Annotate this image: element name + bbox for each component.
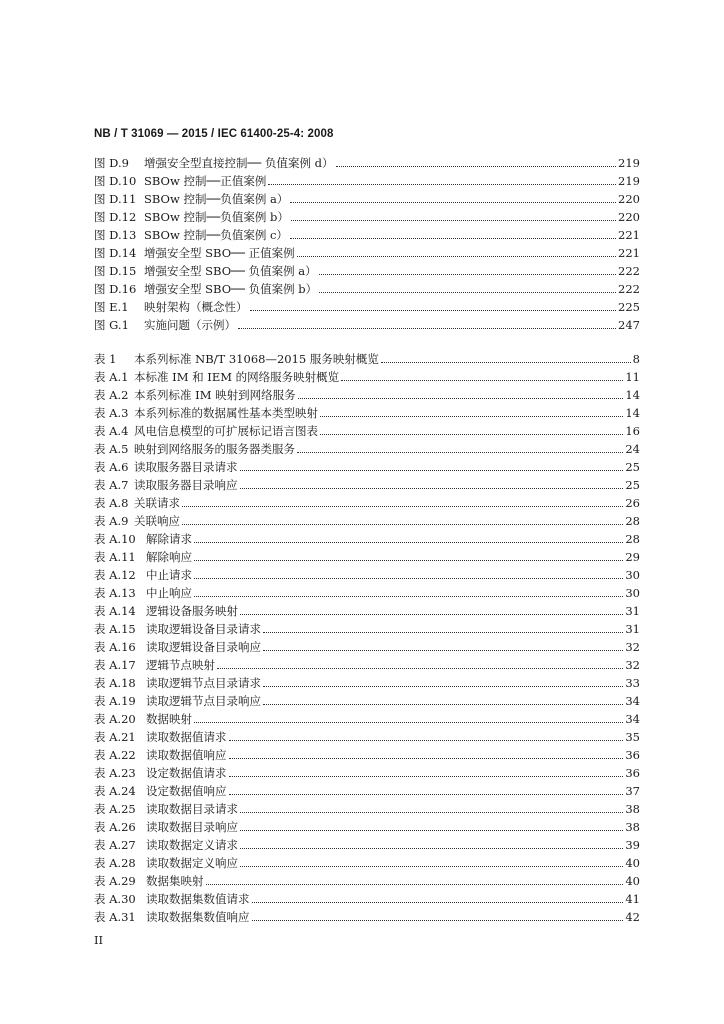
entry-page-number: 37 (625, 784, 640, 798)
table-entry (94, 402, 640, 420)
entry-label: 图 D.11 (94, 192, 137, 206)
dot-leader (263, 650, 623, 651)
entry-label: 表 1 (94, 352, 117, 366)
entry-page-number: 30 (625, 568, 640, 582)
entry-page-number: 26 (625, 496, 640, 510)
entry-label: 图 D.16 (94, 282, 137, 296)
dot-leader (319, 292, 616, 293)
entry-page-number: 31 (625, 622, 640, 636)
entry-page-number: 28 (625, 514, 640, 528)
table-entry (94, 456, 640, 474)
dot-leader (319, 274, 616, 275)
table-entry (94, 690, 640, 708)
figure-entry (94, 188, 640, 206)
figure-entry (94, 296, 640, 314)
table-entry (94, 366, 640, 384)
entry-page-number: 14 (625, 406, 640, 420)
table-entry (94, 654, 640, 672)
dot-leader (194, 542, 623, 543)
dot-leader (194, 578, 623, 579)
entry-label: 表 A.13 (94, 586, 136, 600)
entry-title: 解除响应 (146, 550, 192, 564)
entry-label: 表 A.30 (94, 892, 136, 906)
table-entry (94, 420, 640, 438)
figure-entry (94, 260, 640, 278)
dot-leader (297, 256, 616, 257)
table-entry (94, 906, 640, 924)
figure-entry (94, 242, 640, 260)
entry-title: 中止请求 (146, 568, 192, 582)
dot-leader (240, 614, 623, 615)
entry-label: 图 E.1 (94, 300, 129, 314)
table-entry (94, 888, 640, 906)
entry-page-number: 225 (618, 300, 640, 314)
entry-label: 图 D.15 (94, 264, 137, 278)
table-entry (94, 600, 640, 618)
entry-page-number: 34 (625, 712, 640, 726)
dot-leader (194, 596, 623, 597)
dot-leader (268, 184, 616, 185)
entry-title: SBOw 控制──负值案例 a） (144, 192, 289, 206)
entry-label: 表 A.28 (94, 856, 136, 870)
table-entry (94, 672, 640, 690)
dot-leader (290, 202, 616, 203)
dot-leader (229, 794, 624, 795)
entry-title: 关联响应 (134, 514, 180, 528)
entry-title: 读取数据集数值响应 (146, 910, 250, 924)
table-entry (94, 438, 640, 456)
dot-leader (229, 776, 624, 777)
entry-label: 表 A.17 (94, 658, 136, 672)
entry-page-number: 38 (625, 820, 640, 834)
dot-leader (194, 560, 623, 561)
figure-entry (94, 224, 640, 242)
table-list (94, 348, 640, 924)
dot-leader (194, 722, 623, 723)
dot-leader (240, 488, 624, 489)
entry-page-number: 14 (625, 388, 640, 402)
entry-page-number: 36 (625, 766, 640, 780)
dot-leader (381, 362, 631, 363)
entry-label: 图 G.1 (94, 318, 129, 332)
entry-label: 表 A.3 (94, 406, 129, 420)
table-entry (94, 870, 640, 888)
entry-title: 映射到网络服务的服务器类服务 (134, 442, 295, 456)
table-entry (94, 798, 640, 816)
entry-label: 表 A.2 (94, 388, 129, 402)
dot-leader (240, 866, 623, 867)
entry-label: 表 A.24 (94, 784, 136, 798)
figure-entry (94, 152, 640, 170)
entry-title: 读取逻辑设备目录响应 (146, 640, 261, 654)
entry-page-number: 30 (625, 586, 640, 600)
dot-leader (206, 884, 624, 885)
entry-title: 读取逻辑节点目录响应 (146, 694, 261, 708)
entry-title: 增强安全型 SBO── 正值案例 (144, 246, 295, 260)
entry-page-number: 219 (618, 174, 640, 188)
entry-label: 图 D.12 (94, 210, 137, 224)
figure-entry (94, 170, 640, 188)
entry-label: 表 A.16 (94, 640, 136, 654)
entry-title: 设定数据值请求 (146, 766, 227, 780)
entry-page-number: 42 (625, 910, 640, 924)
figure-list (94, 152, 640, 332)
entry-title: SBOw 控制──负值案例 c） (144, 228, 288, 242)
dot-leader (341, 380, 623, 381)
page-number: II (94, 933, 104, 947)
entry-label: 表 A.12 (94, 568, 136, 582)
entry-label: 表 A.20 (94, 712, 136, 726)
entry-title: 设定数据值响应 (146, 784, 227, 798)
entry-title: 实施问题（示例） (144, 318, 236, 332)
dot-leader (320, 434, 623, 435)
entry-label: 表 A.22 (94, 748, 136, 762)
table-entry (94, 384, 640, 402)
entry-label: 表 A.9 (94, 514, 129, 528)
dot-leader (252, 902, 624, 903)
dot-leader (291, 220, 616, 221)
entry-title: 本系列标准 IM 映射到网络服务 (134, 388, 296, 402)
table-entry (94, 852, 640, 870)
table-entry (94, 546, 640, 564)
entry-page-number: 220 (618, 192, 640, 206)
dot-leader (229, 740, 624, 741)
entry-label: 表 A.7 (94, 478, 129, 492)
entry-label: 表 A.23 (94, 766, 136, 780)
entry-title: 读取逻辑设备目录请求 (146, 622, 261, 636)
entry-title: 读取数据定义响应 (146, 856, 238, 870)
entry-title: 读取逻辑节点目录请求 (146, 676, 261, 690)
entry-label: 表 A.18 (94, 676, 136, 690)
entry-page-number: 35 (625, 730, 640, 744)
entry-title: 本系列标准的数据属性基本类型映射 (134, 406, 318, 420)
dot-leader (250, 310, 617, 311)
dot-leader (240, 830, 623, 831)
entry-label: 表 A.10 (94, 532, 136, 546)
entry-page-number: 222 (618, 264, 640, 278)
entry-page-number: 25 (625, 460, 640, 474)
dot-leader (336, 166, 617, 167)
entry-page-number: 39 (625, 838, 640, 852)
entry-title: SBOw 控制──正值案例 (144, 174, 267, 188)
page-header: NB / T 31069 — 2015 / IEC 61400-25-4: 2008 (94, 128, 334, 140)
entry-page-number: 40 (625, 856, 640, 870)
dot-leader (290, 238, 616, 239)
entry-label: 表 A.6 (94, 460, 129, 474)
entry-label: 表 A.4 (94, 424, 129, 438)
entry-label: 图 D.9 (94, 156, 129, 170)
entry-title: 增强安全型 SBO── 负值案例 b） (144, 282, 318, 296)
entry-label: 图 D.14 (94, 246, 137, 260)
dot-leader (217, 668, 623, 669)
table-entry (94, 762, 640, 780)
entry-title: 数据映射 (146, 712, 192, 726)
entry-title: 解除请求 (146, 532, 192, 546)
entry-title: SBOw 控制──负值案例 b） (144, 210, 289, 224)
entry-label: 图 D.10 (94, 174, 137, 188)
entry-page-number: 29 (625, 550, 640, 564)
dot-leader (263, 632, 623, 633)
table-entry (94, 726, 640, 744)
dot-leader (240, 848, 623, 849)
table-entry (94, 816, 640, 834)
entry-title: 读取数据目录请求 (146, 802, 238, 816)
table-entry (94, 780, 640, 798)
table-entry (94, 708, 640, 726)
dot-leader (252, 920, 624, 921)
table-entry (94, 492, 640, 510)
dot-leader (320, 416, 623, 417)
entry-title: 中止响应 (146, 586, 192, 600)
dot-leader (240, 812, 623, 813)
entry-page-number: 32 (625, 658, 640, 672)
entry-label: 表 A.26 (94, 820, 136, 834)
entry-page-number: 31 (625, 604, 640, 618)
entry-label: 表 A.29 (94, 874, 136, 888)
entry-title: 逻辑设备服务映射 (146, 604, 238, 618)
entry-label: 表 A.27 (94, 838, 136, 852)
dot-leader (298, 398, 624, 399)
table-entry (94, 582, 640, 600)
entry-title: 读取数据值请求 (146, 730, 227, 744)
dot-leader (263, 686, 623, 687)
entry-title: 读取数据目录响应 (146, 820, 238, 834)
entry-page-number: 16 (625, 424, 640, 438)
table-entry (94, 834, 640, 852)
entry-label: 表 A.5 (94, 442, 129, 456)
entry-title: 读取服务器目录响应 (134, 478, 238, 492)
table-entry (94, 564, 640, 582)
entry-label: 表 A.31 (94, 910, 136, 924)
entry-page-number: 33 (625, 676, 640, 690)
dot-leader (182, 524, 623, 525)
entry-label: 表 A.15 (94, 622, 136, 636)
entry-title: 读取数据值响应 (146, 748, 227, 762)
entry-title: 风电信息模型的可扩展标记语言图表 (134, 424, 318, 438)
dot-leader (297, 452, 623, 453)
entry-title: 读取服务器目录请求 (134, 460, 238, 474)
table-entry (94, 744, 640, 762)
table-entry (94, 510, 640, 528)
entry-title: 映射架构（概念性） (144, 300, 248, 314)
entry-title: 关联请求 (134, 496, 180, 510)
entry-page-number: 8 (632, 352, 640, 366)
entry-title: 本系列标准 NB/T 31068—2015 服务映射概览 (134, 352, 379, 366)
entry-page-number: 221 (618, 228, 640, 242)
entry-title: 增强安全型直接控制── 负值案例 d） (144, 156, 334, 170)
entry-label: 表 A.14 (94, 604, 136, 618)
entry-page-number: 28 (625, 532, 640, 546)
entry-page-number: 220 (618, 210, 640, 224)
entry-page-number: 40 (625, 874, 640, 888)
entry-label: 表 A.11 (94, 550, 136, 564)
table-entry (94, 528, 640, 546)
entry-page-number: 221 (618, 246, 640, 260)
entry-title: 读取数据集数值请求 (146, 892, 250, 906)
dot-leader (263, 704, 623, 705)
entry-title: 读取数据定义请求 (146, 838, 238, 852)
dot-leader (240, 470, 624, 471)
dot-leader (229, 758, 624, 759)
figure-entry (94, 206, 640, 224)
entry-label: 表 A.8 (94, 496, 129, 510)
figure-entry (94, 278, 640, 296)
table-entry (94, 618, 640, 636)
entry-label: 图 D.13 (94, 228, 137, 242)
dot-leader (182, 506, 623, 507)
entry-label: 表 A.19 (94, 694, 136, 708)
entry-page-number: 41 (625, 892, 640, 906)
entry-page-number: 219 (618, 156, 640, 170)
table-entry (94, 474, 640, 492)
entry-page-number: 32 (625, 640, 640, 654)
entry-title: 本标准 IM 和 IEM 的网络服务映射概览 (134, 370, 340, 384)
table-entry (94, 348, 640, 366)
figure-entry (94, 314, 640, 332)
dot-leader (238, 328, 616, 329)
entry-page-number: 247 (618, 318, 640, 332)
entry-page-number: 38 (625, 802, 640, 816)
entry-label: 表 A.21 (94, 730, 136, 744)
table-entry (94, 636, 640, 654)
entry-page-number: 222 (618, 282, 640, 296)
entry-title: 增强安全型 SBO── 负值案例 a） (144, 264, 317, 278)
entry-page-number: 25 (625, 478, 640, 492)
entry-page-number: 34 (625, 694, 640, 708)
entry-label: 表 A.1 (94, 370, 129, 384)
entry-title: 数据集映射 (146, 874, 204, 888)
entry-title: 逻辑节点映射 (146, 658, 215, 672)
entry-label: 表 A.25 (94, 802, 136, 816)
entry-page-number: 11 (625, 370, 640, 384)
entry-page-number: 36 (625, 748, 640, 762)
entry-page-number: 24 (625, 442, 640, 456)
